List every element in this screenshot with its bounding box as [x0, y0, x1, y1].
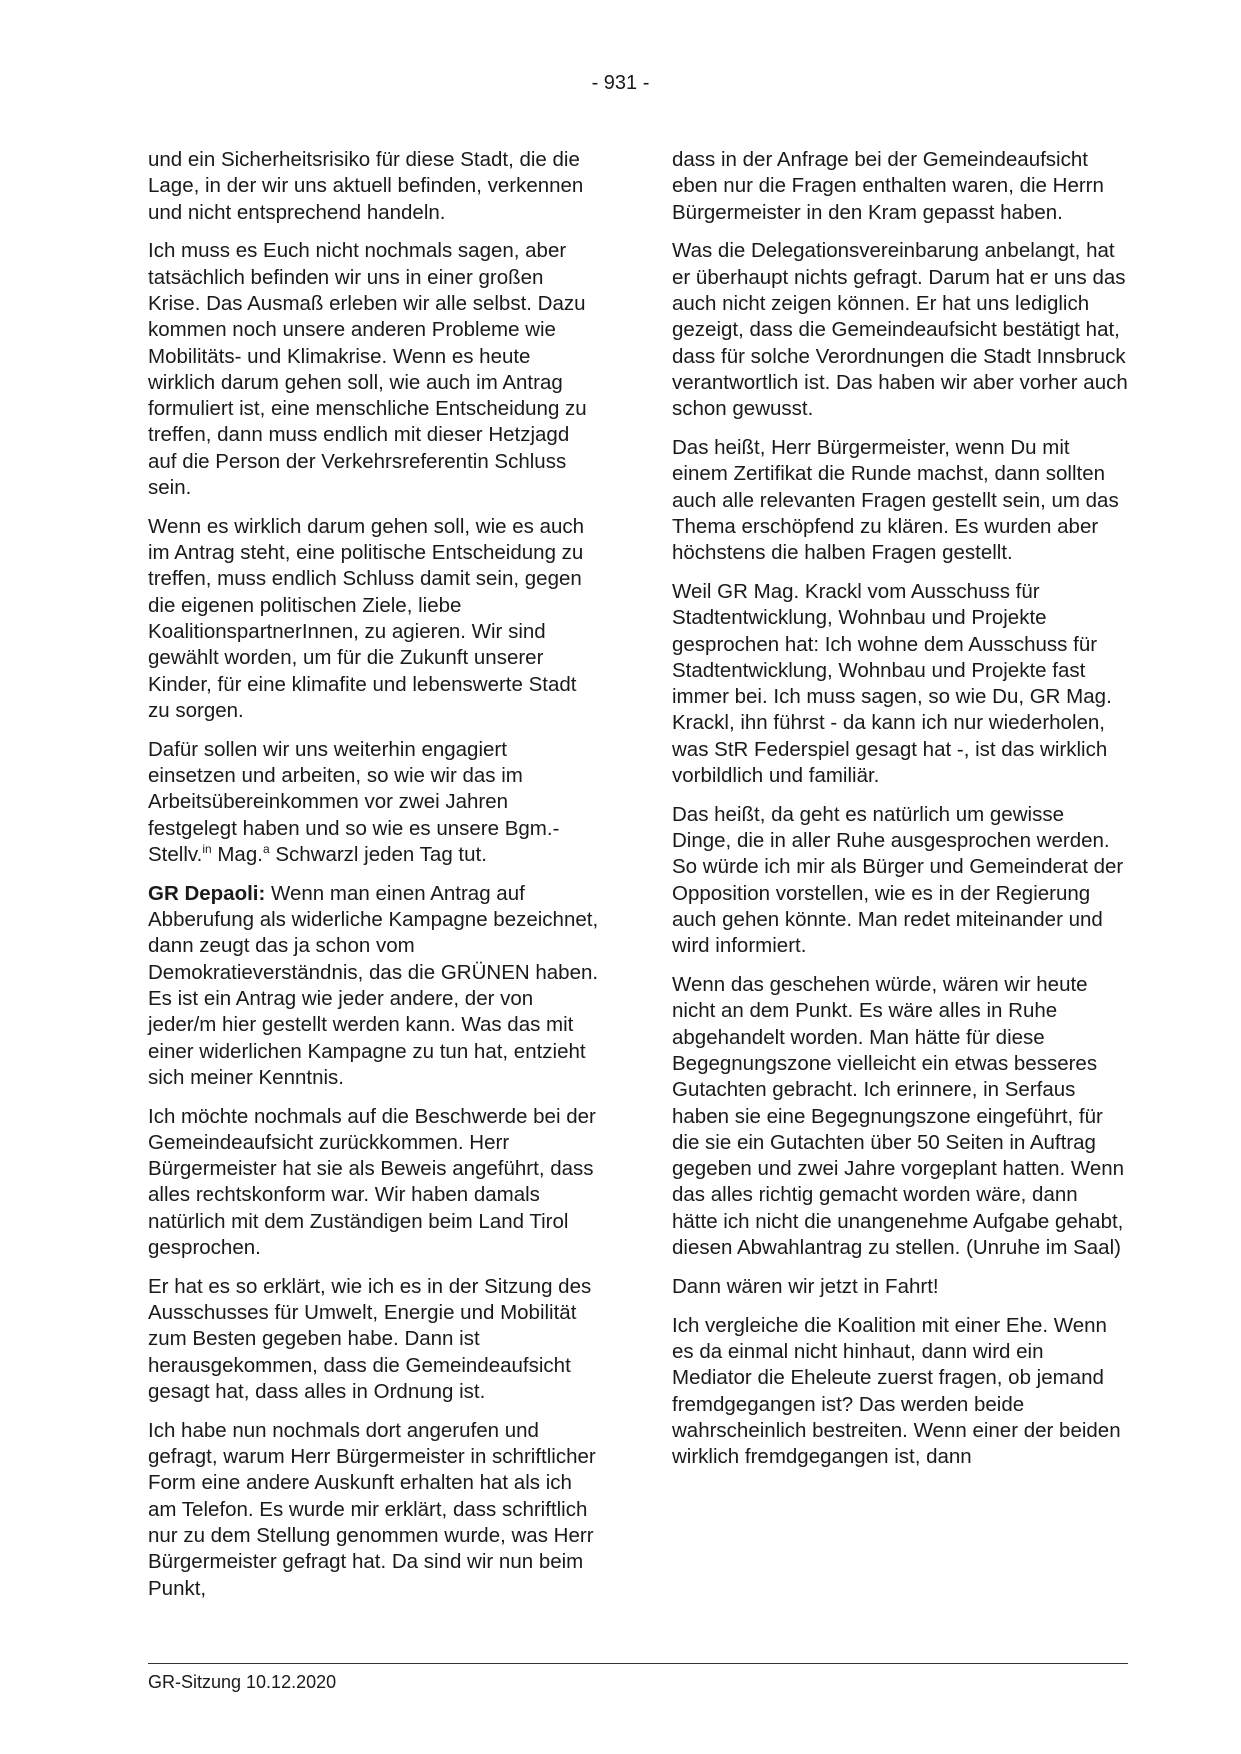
paragraph: und ein Sicherheitsrisiko für diese Stadt, die die Lage, in der wir uns aktuell befinden, verkennen und nicht entsprechend handeln.	[148, 148, 584, 224]
paragraph: Was die Delegationsvereinbarung anbelangt, hat er überhaupt nichts gefragt. Darum hat er uns das auch nicht zeigen können. Er hat uns lediglich gezeigt, dass die Gemeindeaufsicht bestätigt hat, dass für solche Verordnungen die Stadt Innsbruck verantwortlich ist. Das haben wir aber vorher auch schon gewusst.	[672, 239, 1128, 421]
paragraph: Das heißt, da geht es natürlich um gewisse Dinge, die in aller Ruhe ausgesprochen werden. So würde ich mir als Bürger und Gemeinderat der Opposition vorstellen, wie es in der Regierung auch gehen könnte. Man redet miteinander und wird informiert.	[672, 802, 1124, 958]
paragraph: Weil GR Mag. Krackl vom Ausschuss für Stadtentwicklung, Wohnbau und Projekte gesprochen hat: Ich wohne dem Ausschuss für Stadtentwicklung, Wohnbau und Projekte fast immer bei. Ich muss sagen, so wie Du, GR Mag. Krackl, ihn führst - da kann ich nur wiederholen, was StR Federspiel gesagt hat -, ist das wirklich vorbildlich und familiär.	[672, 579, 1112, 788]
page-number: - 931 -	[591, 72, 650, 94]
paragraph: Das heißt, Herr Bürgermeister, wenn Du mit einem Zertifikat die Runde machst, dann sollten auch alle relevanten Fragen gestellt sein, um das Thema erschöpfend zu klären. Es wurden aber höchstens die halben Fragen gestellt.	[672, 435, 1119, 565]
paragraph: Wenn es wirklich darum gehen soll, wie es auch im Antrag steht, eine politische Entscheidung zu treffen, muss endlich Schluss damit sein, gegen die eigenen politischen Ziele, liebe KoalitionspartnerInnen, zu agieren. Wir sind gewählt worden, um für die Zukunft unserer Kinder, für eine klimafite und lebenswerte Stadt zu sorgen.	[148, 514, 585, 722]
footer-text: GR-Sitzung 10.12.2020	[148, 1672, 337, 1692]
paragraph-text: Wenn man einen Antrag auf Abberufung als widerliche Kampagne bezeichnet, dann zeugt das ja schon vom Demokratieverständnis, das die GRÜNEN haben. Es ist ein Antrag wie jeder andere, der von jeder/m hier gestellt werden kann. Was das mit einer widerlichen Kampagne zu tun hat, entzieht sich meiner Kenntnis.	[148, 881, 599, 1089]
speaker-name: GR Depaoli:	[148, 881, 266, 905]
superscript: in	[202, 842, 212, 857]
paragraph: Ich vergleiche die Koalition mit einer Ehe. Wenn es da einmal nicht hinhaut, dann wird ein Mediator die Eheleute zuerst fragen, ob jemand fremdgegangen ist? Das werden beide wahrscheinlich bestreiten. Wenn einer der beiden wirklich fremdgegangen ist, dann	[672, 1313, 1121, 1469]
right-column	[672, 147, 1128, 1483]
footer-divider	[148, 1663, 1128, 1664]
left-column	[148, 147, 600, 1614]
paragraph	[148, 881, 600, 1091]
paragraph: Ich möchte nochmals auf die Beschwerde bei der Gemeindeaufsicht zurückkommen. Herr Bürgermeister hat sie als Beweis angeführt, dass alles rechtskonform war. Wir haben damals natürlich mit dem Zuständigen beim Land Tirol gesprochen.	[148, 1104, 596, 1260]
paragraph: Wenn das geschehen würde, wären wir heute nicht an dem Punkt. Es wäre alles in Ruhe abgehandelt worden. Man hätte für diese Begegnungszone vielleicht ein etwas besseres Gutachten gebracht. Ich erinnere, in Serfaus haben sie eine Begegnungszone eingeführt, für die sie ein Gutachten über 50 Seiten in Auftrag gegeben und zwei Jahre vorgeplant hatten. Wenn das alles richtig gemacht worden wäre, dann hätte ich nicht die unangenehme Aufgabe gehabt, diesen Abwahlantrag zu stellen. (Unruhe im Saal)	[672, 973, 1125, 1260]
paragraph-text: Dafür sollen wir uns weiterhin engagiert einsetzen und arbeiten, so wie wir das im Arbeitsübereinkommen vor zwei Jahren festgelegt haben und so wie es unsere Bgm.-Stellv.	[148, 737, 560, 866]
paragraph	[148, 737, 600, 868]
paragraph-text: Schwarzl jeden Tag tut.	[269, 842, 487, 866]
paragraph-text: Mag.	[211, 842, 263, 866]
superscript: a	[262, 842, 270, 857]
paragraph: Ich muss es Euch nicht nochmals sagen, aber tatsächlich befinden wir uns in einer großen Krise. Das Ausmaß erleben wir alle selbst. Dazu kommen noch unsere anderen Probleme wie Mobilitäts- und Klimakrise. Wenn es heute wirklich darum gehen soll, wie auch im Antrag formuliert ist, eine menschliche Entscheidung zu treffen, dann muss endlich mit dieser Hetzjagd auf die Person der Verkehrsreferentin Schluss sein.	[148, 239, 587, 500]
paragraph: Dann wären wir jetzt in Fahrt!	[672, 1274, 939, 1298]
paragraph: Er hat es so erklärt, wie ich es in der Sitzung des Ausschusses für Umwelt, Energie und Mobilität zum Besten gegeben habe. Dann ist herausgekommen, dass die Gemeindeaufsicht gesagt hat, dass alles in Ordnung ist.	[148, 1274, 592, 1404]
paragraph: dass in der Anfrage bei der Gemeindeaufsicht eben nur die Fragen enthalten waren, die Herrn Bürgermeister in den Kram gepasst haben.	[672, 148, 1104, 224]
paragraph: Ich habe nun nochmals dort angerufen und gefragt, warum Herr Bürgermeister in schriftlicher Form eine andere Auskunft erhalten hat als ich am Telefon. Es wurde mir erklärt, dass schriftlich nur zu dem Stellung genommen wurde, was Herr Bürgermeister gefragt hat. Da sind wir nun beim Punkt,	[148, 1418, 596, 1600]
